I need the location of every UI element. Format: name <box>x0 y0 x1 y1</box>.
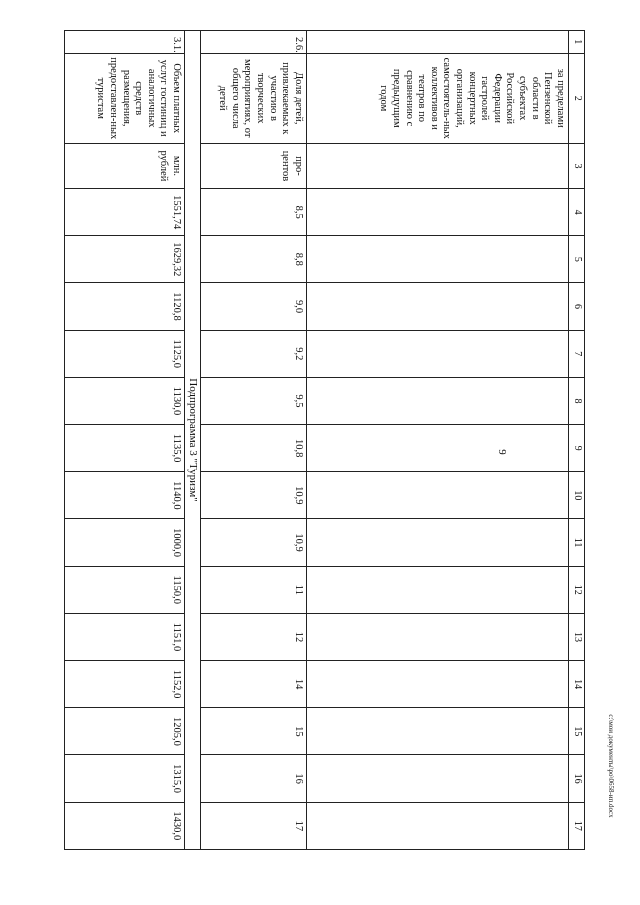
value-cell <box>306 189 568 236</box>
value-cell: 16 <box>201 755 306 802</box>
value-cell: 1152,0 <box>65 661 185 708</box>
header-cell: 17 <box>568 802 584 849</box>
value-cell: 1430,0 <box>65 802 185 849</box>
indicator-name: Доля детей, привлекаемых к участию в творческих мероприятиях, от общего числа детей <box>201 53 306 143</box>
value-cell: 1150,0 <box>65 566 185 613</box>
value-cell: 1135,0 <box>65 425 185 472</box>
header-cell: 13 <box>568 613 584 660</box>
value-cell: 1551,74 <box>65 189 185 236</box>
value-cell: 1000,0 <box>65 519 185 566</box>
value-cell: 1120,8 <box>65 283 185 330</box>
header-cell: 7 <box>568 330 584 377</box>
table-row <box>201 31 306 850</box>
value-cell: 12 <box>201 613 306 660</box>
value-cell: 9,5 <box>201 377 306 424</box>
value-cell <box>306 613 568 660</box>
row-number: 3.1. <box>65 31 185 54</box>
header-cell: 6 <box>568 283 584 330</box>
unit-cell <box>306 143 568 188</box>
value-cell: 8,5 <box>201 189 306 236</box>
row-number <box>306 31 568 54</box>
page-number: 9 <box>496 449 508 455</box>
header-cell: 12 <box>568 566 584 613</box>
value-cell: 9,2 <box>201 330 306 377</box>
value-cell: 1125,0 <box>65 330 185 377</box>
value-cell: 1629,32 <box>65 236 185 283</box>
table-frame <box>64 30 585 850</box>
value-cell <box>306 330 568 377</box>
header-cell: 11 <box>568 519 584 566</box>
value-cell <box>306 425 568 472</box>
value-cell: 9,0 <box>201 283 306 330</box>
unit-cell: про-центов <box>201 143 306 188</box>
footer-file-path: c:\мои документы\ро\0658-ип.docx <box>607 714 615 818</box>
header-cell: 1 <box>568 31 584 54</box>
header-cell: 15 <box>568 708 584 755</box>
header-cell: 14 <box>568 661 584 708</box>
indicators-table <box>64 30 585 850</box>
value-cell: 1205,0 <box>65 708 185 755</box>
value-cell <box>306 802 568 849</box>
table-row <box>65 31 185 850</box>
table-row <box>306 31 568 850</box>
header-cell: 9 <box>568 425 584 472</box>
value-cell <box>306 566 568 613</box>
value-cell <box>306 708 568 755</box>
value-cell <box>306 377 568 424</box>
value-cell: 10,9 <box>201 519 306 566</box>
value-cell: 11 <box>201 566 306 613</box>
indicator-name: за пределами Пензенской области в субъектах Российской Федерации гастролей концертных организаций, самостоятель-ных коллективов и театров по сравнению с предыдущим годом <box>306 53 568 143</box>
value-cell: 15 <box>201 708 306 755</box>
value-cell <box>306 283 568 330</box>
header-cell: 10 <box>568 472 584 519</box>
value-cell: 17 <box>201 802 306 849</box>
value-cell <box>306 755 568 802</box>
header-cell: 4 <box>568 189 584 236</box>
value-cell: 10,9 <box>201 472 306 519</box>
header-cell: 3 <box>568 143 584 188</box>
header-row <box>568 31 584 850</box>
header-cell: 2 <box>568 53 584 143</box>
value-cell: 1130,0 <box>65 377 185 424</box>
table-sheet <box>64 30 585 850</box>
subprogram-row <box>185 31 201 850</box>
value-cell <box>306 519 568 566</box>
header-cell: 8 <box>568 377 584 424</box>
value-cell: 1315,0 <box>65 755 185 802</box>
value-cell: 1140,0 <box>65 472 185 519</box>
value-cell <box>306 661 568 708</box>
indicator-name: Объем платных услуг гостиниц и аналогичных средств размещения, предоставлен-ных туристам <box>65 53 185 143</box>
value-cell <box>306 472 568 519</box>
unit-cell: млн. рублей <box>65 143 185 188</box>
header-cell: 5 <box>568 236 584 283</box>
row-number: 2.6. <box>201 31 306 54</box>
value-cell: 8,8 <box>201 236 306 283</box>
header-cell: 16 <box>568 755 584 802</box>
value-cell: 10,8 <box>201 425 306 472</box>
value-cell <box>306 236 568 283</box>
value-cell: 1151,0 <box>65 613 185 660</box>
value-cell: 14 <box>201 661 306 708</box>
subprogram-title: Подпрограмма 3 "Туризм" <box>185 31 201 850</box>
